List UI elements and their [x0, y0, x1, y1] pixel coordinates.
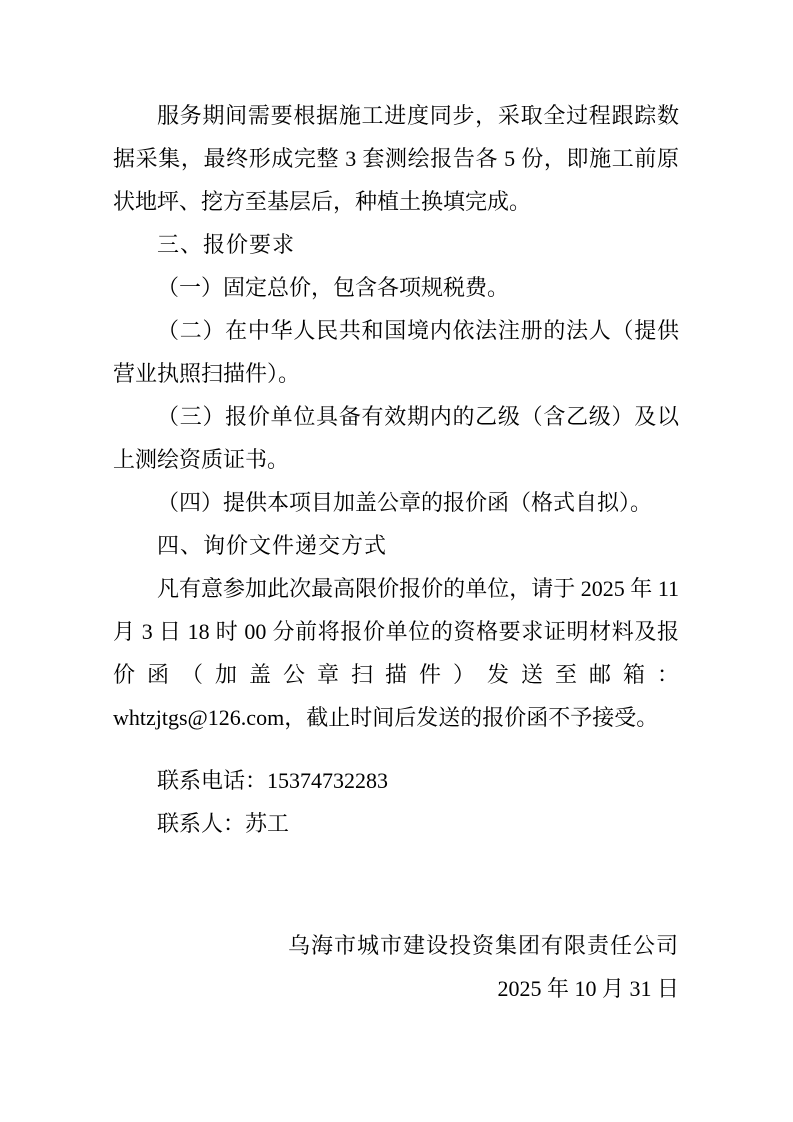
contact-block — [113, 759, 679, 845]
quote-requirement-item-3: （三）报价单位具备有效期内的乙级（含乙级）及以上测绘资质证书。 — [113, 404, 679, 472]
contact-phone-line: 联系电话：15374732283 — [157, 768, 389, 793]
signature-date: 2025 年 10 月 31 日 — [497, 976, 679, 1001]
quote-requirement-item-2: （二）在中华人民共和国境内依法注册的法人（提供营业执照扫描件）。 — [113, 318, 679, 386]
contact-person-line: 联系人：苏工 — [157, 811, 290, 836]
heading-quote-requirements: 三、报价要求 — [157, 232, 296, 257]
signature-company-name: 乌海市城市建设投资集团有限责任公司 — [287, 933, 679, 958]
heading-submission-method: 四、询价文件递交方式 — [157, 533, 388, 558]
quote-requirement-item-4: （四）提供本项目加盖公章的报价函（格式自拟）。 — [157, 490, 653, 515]
paragraph-submission-instructions: 凡有意参加此次最高限价报价的单位，请于 2025 年 11 月 3 日 18 时 00 分前将报价单位的资格要求证明材料及报价函（加盖公章扫描件）发送至邮箱：whtzjtgs@126.com，截止时间后发送的报价函不予接受。 — [113, 576, 679, 730]
quote-requirement-item-1: （一）固定总价，包含各项规税费。 — [157, 275, 510, 300]
signature-block — [113, 924, 679, 1010]
paragraph-service-period: 服务期间需要根据施工进度同步，采取全过程跟踪数据采集，最终形成完整 3 套测绘报告各 5 份，即施工前原状地坪、挖方至基层后，种植土换填完成。 — [113, 103, 679, 214]
